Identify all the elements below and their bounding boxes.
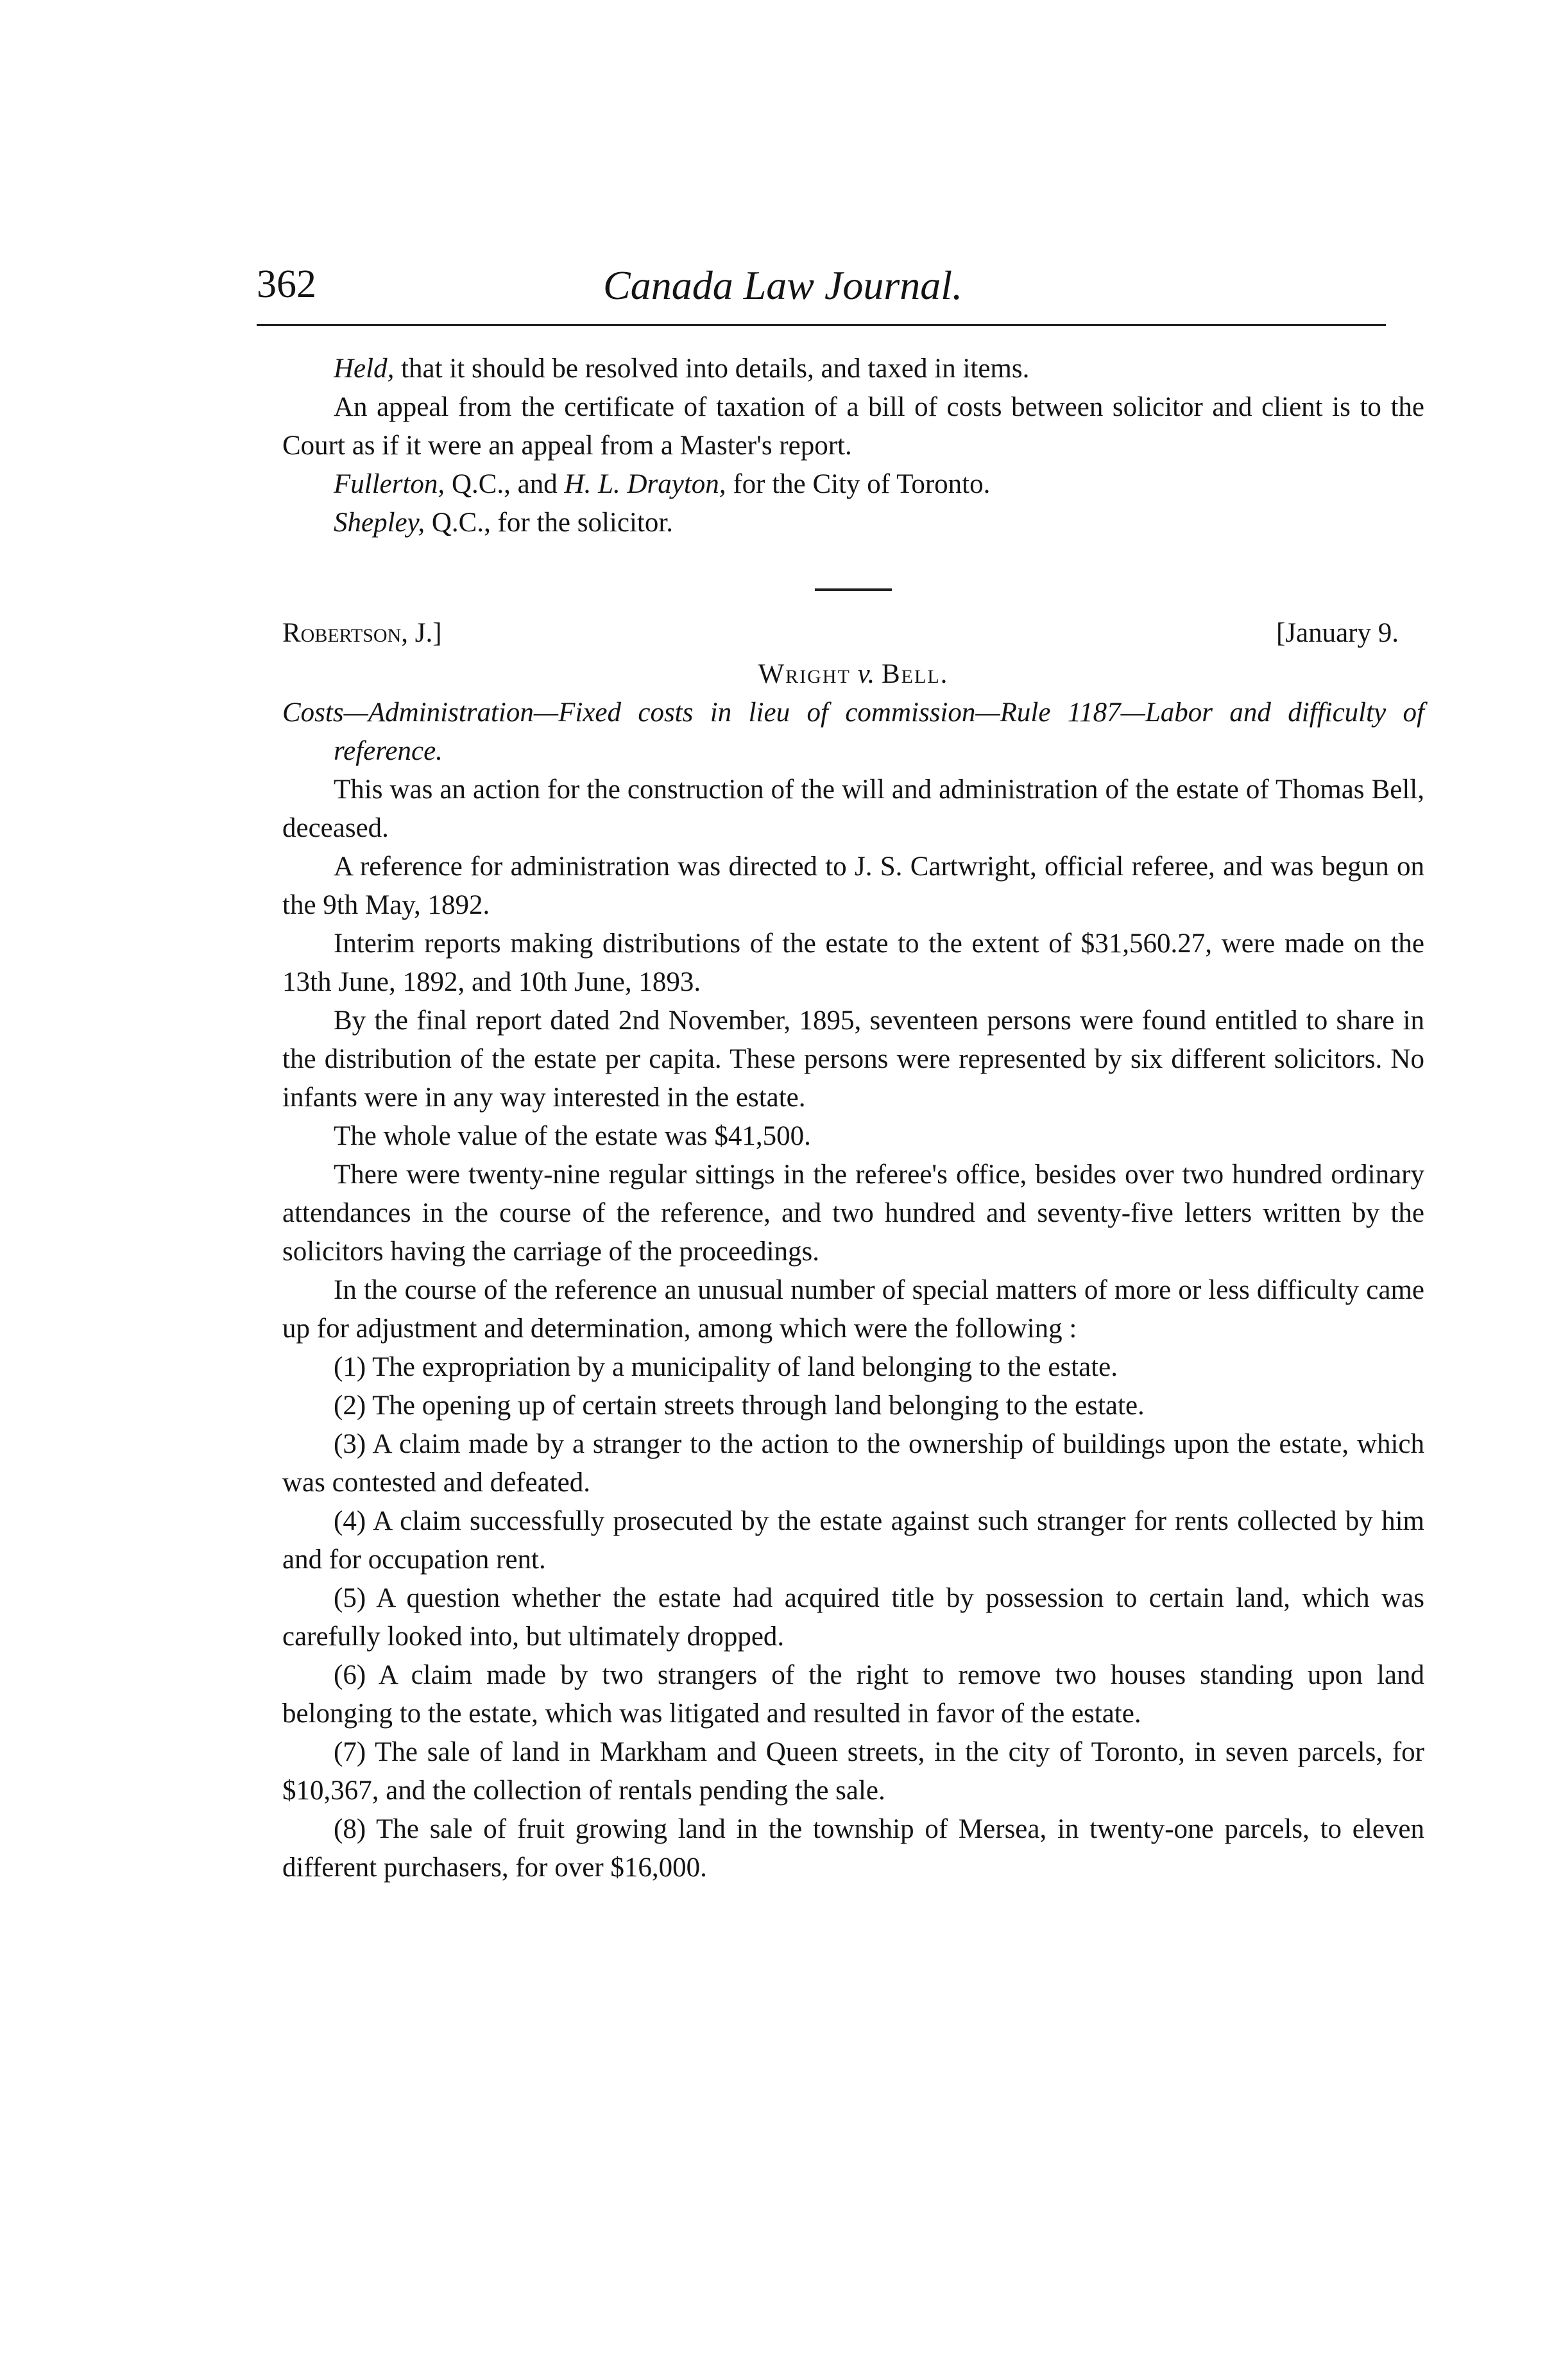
- counsel-name: Fullerton,: [334, 469, 445, 499]
- body-paragraph: The whole value of the estate was $41,500.: [334, 1121, 811, 1151]
- judge-date-line: [282, 614, 1424, 655]
- counsel-text: for the City of Toronto.: [733, 469, 991, 499]
- body-paragraph: There were twenty-nine regular sittings in the referee's office, besides over two hundred ordinary attendances in the course of the reference, and two hundred and seventy-five letters written by the solicitors having the carriage of the proceedings.: [282, 1160, 1424, 1267]
- held-text: that it should be resolved into details, and taxed in items.: [401, 354, 1030, 384]
- counsel-text: Q.C., for the solicitor.: [431, 508, 674, 538]
- body-paragraph: Interim reports making distributions of the estate to the extent of $31,560.27, were made on the 13th June, 1892, and 10th June, 1893.: [282, 929, 1424, 997]
- counsel-name: H. L. Drayton,: [564, 469, 726, 499]
- held-paragraph: [282, 350, 1424, 388]
- decision-date: [January 9.: [1276, 618, 1399, 648]
- counsel-text: Q.C., and: [451, 469, 558, 499]
- judge-name: Robertson, J.]: [282, 618, 442, 648]
- section-separator: [815, 588, 892, 591]
- case-title: [282, 655, 1424, 694]
- header-rule: [257, 324, 1386, 326]
- list-item: (3) A claim made by a stranger to the action to the ownership of buildings upon the estate, which was contested and defeated.: [282, 1429, 1424, 1498]
- running-header: [257, 262, 1386, 320]
- list-item: (1) The expropriation by a municipality of land belonging to the estate.: [334, 1352, 1118, 1382]
- list-item: (2) The opening up of certain streets through land belonging to the estate.: [334, 1391, 1145, 1421]
- list-item: (5) A question whether the estate had acquired title by possession to certain land, which was carefully looked into, but ultimately dropped.: [282, 1583, 1424, 1652]
- versus: v.: [857, 659, 875, 689]
- list-item: (7) The sale of land in Markham and Queen streets, in the city of Toronto, in seven parcels, for $10,367, and the collection of rentals pending the sale.: [282, 1737, 1424, 1806]
- counsel-line-2: [282, 504, 1424, 542]
- page-number: 362: [257, 262, 316, 306]
- counsel-line-1: [282, 465, 1424, 504]
- headnote: Costs—Administration—Fixed costs in lieu of commission—Rule 1187—Labor and difficulty of reference.: [282, 698, 1424, 766]
- list-item: (4) A claim successfully prosecuted by the estate against such stranger for rents collected by him and for occupation rent.: [282, 1506, 1424, 1575]
- appeal-paragraph: An appeal from the certificate of taxation of a bill of costs between solicitor and client is to the Court as if it were an appeal from a Master's report.: [282, 392, 1424, 461]
- body-paragraph: This was an action for the construction of the will and administration of the estate of Thomas Bell, deceased.: [282, 775, 1424, 843]
- body-paragraph: A reference for administration was directed to J. S. Cartwright, official referee, and was begun on the 9th May, 1892.: [282, 852, 1424, 920]
- held-label: Held,: [334, 354, 395, 384]
- page-body: [282, 350, 1424, 1887]
- list-item: (8) The sale of fruit growing land in the township of Mersea, in twenty-one parcels, to eleven different purchasers, for over $16,000.: [282, 1814, 1424, 1883]
- body-paragraph: By the final report dated 2nd November, 1895, seventeen persons were found entitled to share in the distribution of the estate per capita. These persons were represented by six different solicitors. No infants were in any way interested in the estate.: [282, 1006, 1424, 1113]
- journal-title: Canada Law Journal.: [603, 262, 963, 308]
- list-item: (6) A claim made by two strangers of the right to remove two houses standing upon land belonging to the estate, which was litigated and resulted in favor of the estate.: [282, 1660, 1424, 1729]
- body-paragraph: In the course of the reference an unusual number of special matters of more or less difficulty came up for adjustment and determination, among which were the following :: [282, 1275, 1424, 1344]
- party-name: Bell.: [882, 659, 949, 689]
- party-name: Wright: [758, 659, 851, 689]
- counsel-name: Shepley,: [334, 508, 425, 538]
